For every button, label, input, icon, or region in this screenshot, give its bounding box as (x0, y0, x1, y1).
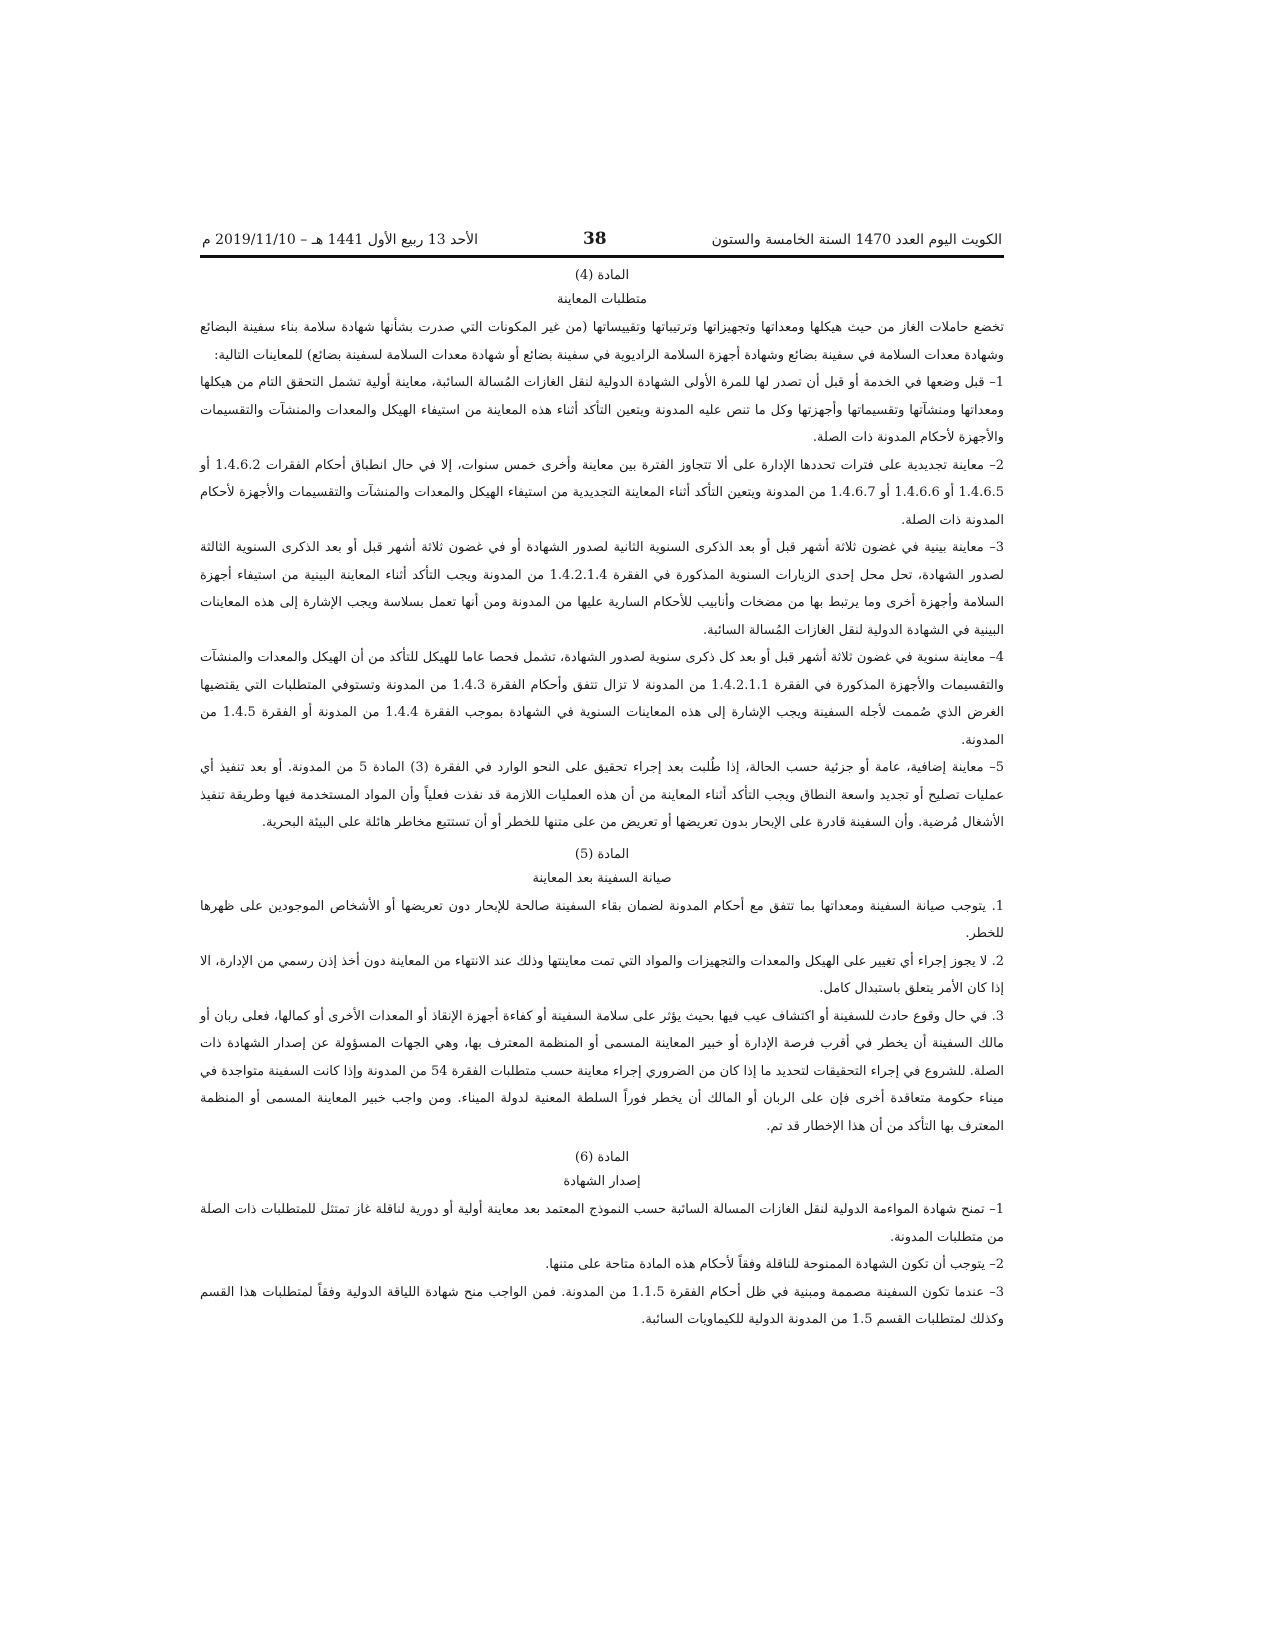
article-4-item: 2– معاينة تجديدية على فترات تحددها الإدارة على ألا تتجاوز الفترة بين معاينة وأخرى خمس سنوات، إلا في حال انطباق أحكام الفقرات 1.4.6.2 أو 1.4.6.5 أو 1.4.6.6 أو 1.4.6.7 من المدونة ويتعين التأكد أثناء المعاينة التجديدية من استيفاء الهيكل والمعدات والمنشآت والتقسيمات والأجهزة لأحكام المدونة ذات الصلة. (200, 457, 1005, 528)
article-6-item: 1– تمنح شهادة المواءمة الدولية لنقل الغازات المسالة السائبة حسب النموذج المعتمد بعد معاينة أولية أو دورية لناقلة غاز تمتثل للمتطلبات ذات الصلة من متطلبات المدونة. (200, 1202, 1004, 1245)
article-6-title: المادة (6) (574, 1150, 630, 1165)
article-5-item: 2. لا يجوز إجراء أي تغيير على الهيكل والمعدات والتجهيزات والمواد التي تمت معاينتها وذلك عند الانتهاء من المعاينة دون أخذ إذن رسمي من الإدارة، الا إذا كان الأمر يتعلق باستبدال كامل. (200, 953, 1004, 996)
article-4-subtitle: متطلبات المعاينة (557, 292, 647, 307)
article-5-item: 3. في حال وقوع حادث للسفينة أو اكتشاف عيب فيها بحيث يؤثر على سلامة السفينة أو كفاءة أجهزة الإنقاذ أو المعدات الأخرى أو كمالها، فعلى ربان أو مالك السفينة أن يخطر في أقرب فرصة الإدارة أو خبير المعاينة المسمى أو المنظمة المعترف بها، وهي الجهات المسؤولة عن إصدار الشهادة ذات الصلة. للشروع في إجراء التحقيقات لتحديد ما إذا كان من الضروري إجراء معاينة حسب متطلبات الفقرة 54 من المدونة وإذا كانت السفينة متواجدة في ميناء حكومة متعاقدة أخرى فإن على الربان أو المالك أن يخطر فوراً السلطة المعنية لدولة الميناء. ومن واجب خبير المعاينة المسمى أو المنظمة المعترف بها التأكد من أن هذا الإخطار قد تم. (200, 1008, 1004, 1134)
article-5-item: 1. يتوجب صيانة السفينة ومعداتها بما تتفق مع أحكام المدونة لضمان بقاء السفينة صالحة للإبحار دون تعريضها أو الأشخاص الموجودين على ظهرها للخطر. (200, 898, 1005, 941)
document-page (200, 228, 1004, 1334)
article-4-item: 4– معاينة سنوية في غضون ثلاثة أشهر قبل أو بعد كل ذكرى سنوية لصدور الشهادة، تشمل فحصا عاما للهيكل للتأكد من أن الهيكل والمعدات والمنشآت والتقسيمات والأجهزة المذكورة في الفقرة 1.4.2.1.1 من المدونة لا تزال تتفق وأحكام الفقرة 1.4.3 من المدونة وتستوفي المتطلبات التي يقتضيها الغرض الذي صُممت لأجله السفينة ويجب الإشارة إلى هذه المعاينات السنوية في الشهادة بموجب الفقرة 1.4.4 من المدونة أو الفقرة 1.4.5 من المدونة. (200, 650, 1005, 748)
article-4-item: 3– معاينة بينية في غضون ثلاثة أشهر قبل أو بعد الذكرى السنوية الثانية لصدور الشهادة أو في غضون ثلاثة أشهر قبل أو بعد الذكرى السنوية الثالثة لصدور الشهادة، تحل محل إحدى الزيارات السنوية المذكورة في الفقرة 1.4.2.1.4 من المدونة ويجب التأكد أثناء المعاينة البينية من استيفاء أجهزة السلامة وأجهزة أخرى وما يرتبط بها من مضخات وأنابيب للأحكام السارية عليها من المدونة ومن أنها تعمل بسلاسة ويجب الإشارة إلى هذه المعاينات البينية في الشهادة الدولية لنقل الغازات المُسالة السائبة. (200, 540, 1005, 638)
article-6-item: 2– يتوجب أن تكون الشهادة الممنوحة للناقلة وفقاً لأحكام هذه المادة متاحة على متنها. (545, 1257, 1004, 1272)
article-6-subtitle: إصدار الشهادة (563, 1174, 641, 1189)
article-4-item: 5– معاينة إضافية، عامة أو جزئية حسب الحالة، إذا طُلبت بعد إجراء تحقيق على النحو الوارد في الفقرة (3) المادة 5 من المدونة. أو بعد تنفيذ أي عمليات تصليح أو تجديد واسعة النطاق ويجب التأكد أثناء المعاينة من أن هذه العمليات اللازمة قد نفذت فعلياً وأن المواد المستخدمة فيها وطريقة تنفيذ الأشغال مُرضية. وأن السفينة قادرة على الإبحار بدون تعريضها أو تعريض من على متنها للخطر أو أن تستتبع مخاطر هائلة على البيئة البحرية. (200, 760, 1004, 830)
page-header (200, 228, 1004, 258)
article-4-intro: تخضع حاملات الغاز من حيث هيكلها ومعداتها وتجهيزاتها وترتيباتها وتقييساتها (من غير المكونات التي صدرت بشأنها شهادة سلامة بناء سفينة البضائع وشهادة معدات السلامة في سفينة بضائع وشهادة أجهزة السلامة الراديوية في سفينة بضائع أو شهادة معدات السلامة لسفينة بضائع) للمعاينات التالية: (200, 320, 1004, 363)
article-5-subtitle: صيانة السفينة بعد المعاينة (532, 870, 672, 886)
issue-date: الأحد 13 ربيع الأول 1441 هـ – 2019/11/10 م (202, 232, 478, 248)
publication-info: الكويت اليوم العدد 1470 السنة الخامسة والستون (711, 232, 1002, 248)
page-number: 38 (582, 229, 607, 249)
article-6-item: 3– عندما تكون السفينة مصممة ومبنية في ظل أحكام الفقرة 1.1.5 من المدونة. فمن الواجب منح شهادة اللياقة الدولية وفقاً لمتطلبات هذا القسم وكذلك لمتطلبات القسم 1.5 من المدونة الدولية للكيماويات السائبة. (200, 1284, 1004, 1327)
article-4-item: 1– قبل وضعها في الخدمة أو قبل أن تصدر لها للمرة الأولى الشهادة الدولية لنقل الغازات المُسالة السائبة، معاينة أولية تشمل التحقق التام من هيكلها ومعداتها ومنشآتها وتقسيماتها وأجهزتها وكل ما تنص عليه المدونة ويتعين التأكد أثناء هذه المعاينة من استيفاء الهيكل والمعدات والمنشآت والتقسيمات والأجهزة لأحكام المدونة ذات الصلة. (200, 375, 1004, 445)
article-4-title: المادة (4) (574, 268, 630, 283)
article-5-title: المادة (5) (574, 846, 630, 862)
